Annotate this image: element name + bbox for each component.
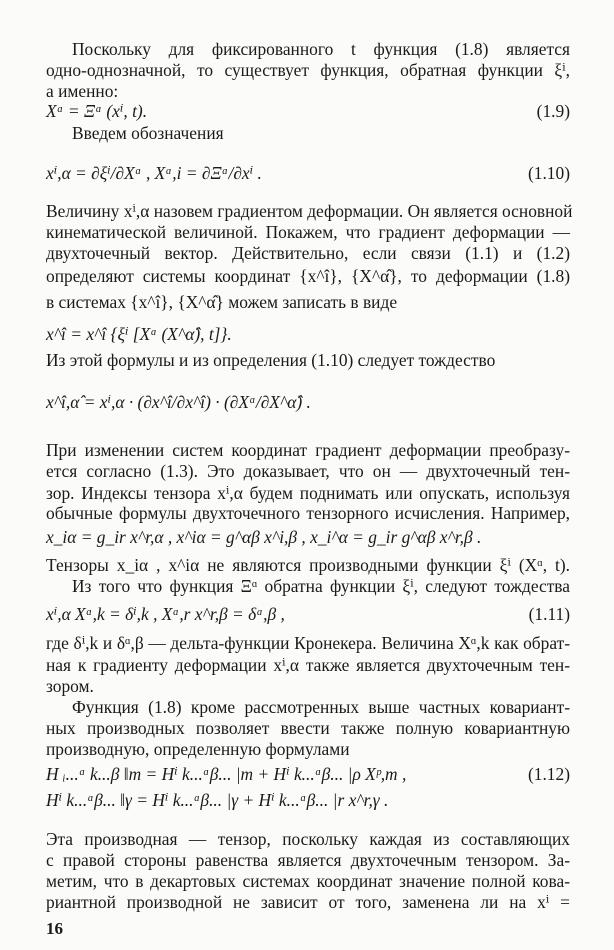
equation-1-12-first: H ᵢ...ᵅ k...β ‖m = Hⁱ k...ᵅβ... |m + Hⁱ k...ᵅβ... |ρ Xᵖ,m ,: [46, 764, 407, 784]
equation-number: (1.11): [528, 604, 570, 624]
equation-1-11: xⁱ,α Xᵅ,k = δⁱ,k , Xᵅ,r x^r,β = δᵅ,β ,: [46, 604, 285, 624]
text-line: риантной производной не зависит от того, заменена ли на xⁱ =: [46, 892, 570, 912]
text-line: производную, определенную формулами: [46, 739, 350, 759]
text-line: Эта производная — тензор, поскольку каждая из составляющих: [46, 829, 570, 849]
equation-unnumbered: x^î = x^î {ξⁱ [Xᵅ (X^α̂), t]}.: [46, 324, 232, 344]
text-line: Величину xⁱ,α назовем градиентом деформации. Он является основной: [46, 201, 573, 221]
equation-number: (1.10): [527, 163, 570, 183]
text-line: ных производных позволяет ввести также полную ковариантную: [46, 718, 570, 738]
text-line: а именно:: [46, 81, 119, 101]
text-line: определяют системы координат {x^î}, {X^α̂}, то деформации (1.8): [46, 266, 570, 286]
text-line: двухточечный вектор. Действительно, если связи (1.1) и (1.2): [46, 243, 570, 263]
equation-1-12-second: Hⁱ k...ᵅβ... ‖γ = Hⁱ k...ᵅβ... |γ + Hⁱ k...ᵅβ... |r x^r,γ .: [46, 790, 389, 810]
page-number: 16: [46, 919, 63, 938]
text-line: кинематической величиной. Покажем, что градиент деформации —: [46, 222, 570, 242]
text-line: Из того что функция Ξᵅ обратна функции ξⁱ, следуют тождества: [72, 576, 570, 596]
equation-index-raising: x_iα = g_ir x^r,α , x^iα = g^αβ x^i,β , x_i^α = g_ir g^αβ x^r,β .: [46, 527, 482, 547]
text-line: Поскольку для фиксированного t функция (1.8) является: [72, 39, 570, 59]
text-line: зор. Индексы тензора xⁱ,α будем поднимать или опускать, используя: [46, 483, 570, 503]
text-line: в системах {x^î}, {X^α̂} можем записать в виде: [46, 292, 398, 312]
equation-1-9: Xᵅ = Ξᵅ (xⁱ, t).: [46, 101, 148, 121]
text-line: с правой стороны равенства является двухточечным тензором. За-: [46, 850, 570, 870]
equation-identity: x^î,α̂ = xⁱ,α · (∂x^î/∂x^î) · (∂Xᵅ/∂X^α̂) .: [46, 392, 311, 412]
text-line: ная к градиенту деформации xⁱ,α также является двухточечным тен-: [46, 655, 570, 675]
equation-1-10: xⁱ,α = ∂ξⁱ/∂Xᵅ , Xᵅ,i = ∂Ξᵅ/∂xⁱ .: [46, 163, 262, 183]
text-line: Из этой формулы и из определения (1.10) следует тождество: [46, 350, 496, 370]
text-line: Введем обозначения: [72, 123, 224, 143]
text-line: Функция (1.8) кроме рассмотренных выше частных ковариант-: [72, 697, 570, 717]
text-line: обычные формулы двухточечного тензорного исчисления. Например,: [46, 503, 570, 523]
text-line: зором.: [46, 676, 94, 696]
text-line: ется согласно (1.3). Это доказывает, что он — двухточечный тен-: [46, 461, 570, 481]
equation-number: (1.9): [536, 101, 570, 121]
text-line: При изменении систем координат градиент деформации преобразу-: [46, 440, 570, 460]
text-line: метим, что в декартовых системах координат значение полной кова-: [46, 871, 570, 891]
equation-number: (1.12): [527, 764, 570, 784]
text-line: Тензоры x_iα , x^iα не являются производными функции ξⁱ (Xᵅ, t).: [46, 555, 570, 575]
text-line: где δⁱ,k и δᵅ,β — дельта-функции Кронекера. Величина Xᵅ,k как обрат-: [46, 633, 570, 653]
text-line: одно-однозначной, то существует функция, обратная функции ξⁱ,: [46, 60, 570, 80]
